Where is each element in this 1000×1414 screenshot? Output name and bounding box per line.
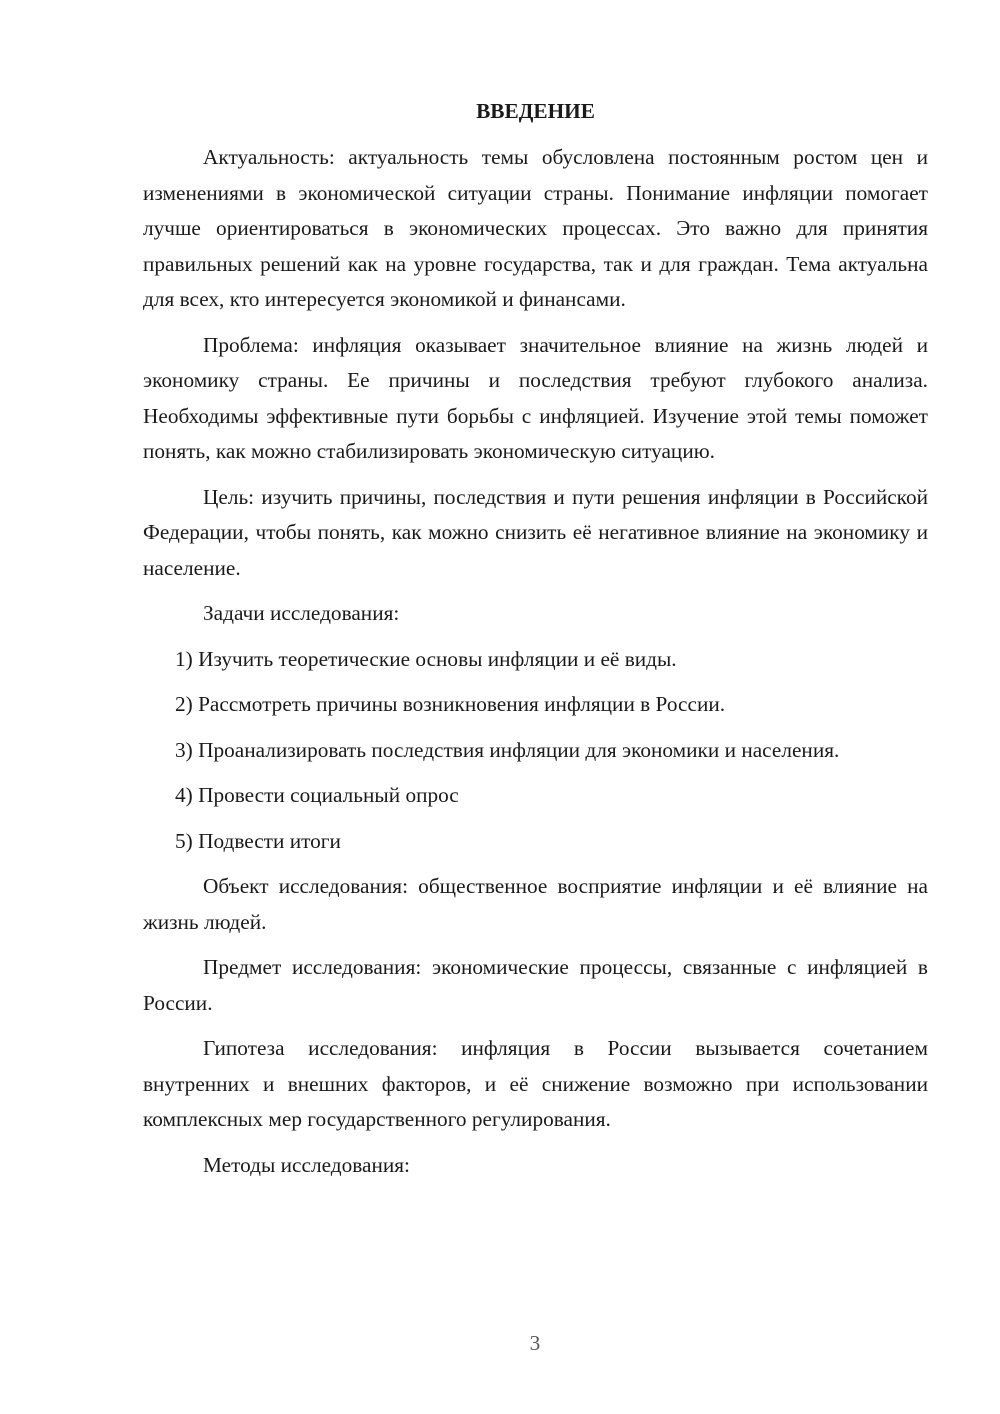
page-number: 3 (529, 1331, 541, 1355)
task-item: 5) Подвести итоги (175, 828, 341, 853)
goal-paragraph: Цель: изучить причины, последствия и пути решения инфляции в Российской Федерации, чтобы понять, как можно снизить её негативное влияние на экономику и население. (143, 484, 928, 580)
tasks-title: Задачи исследования: (203, 601, 400, 625)
object-paragraph: Объект исследования: общественное восприятие инфляции и её влияние на жизнь людей. (143, 874, 928, 934)
task-item: 4) Провести социальный опрос (175, 783, 459, 807)
relevance-paragraph: Актуальность: актуальность темы обусловлена постоянным ростом цен и изменениями в экономической ситуации страны. Понимание инфляции помогает лучше ориентироваться в экономических процессах. Это важно для принятия правильных решений как на уровне государства, так и для граждан. Тема актуальна для всех, кто интересуется экономикой и финансами. (143, 145, 928, 311)
tasks-list (143, 642, 928, 860)
task-item: 2) Рассмотреть причины возникновения инфляции в России. (175, 692, 726, 716)
section-heading: ВВЕДЕНИЕ (476, 99, 595, 123)
subject-paragraph: Предмет исследования: экономические процессы, связанные с инфляцией в России. (143, 955, 928, 1015)
task-item: 1) Изучить теоретические основы инфляции и её виды. (175, 646, 677, 671)
page-content (143, 93, 928, 1193)
task-item: 3) Проанализировать последствия инфляции для экономики и населения. (175, 737, 840, 762)
hypothesis-paragraph: Гипотеза исследования: инфляция в России вызывается сочетанием внутренних и внешних факторов, и её снижение возможно при использовании комплексных мер государственного регулирования. (143, 1036, 928, 1131)
problem-paragraph: Проблема: инфляция оказывает значительное влияние на жизнь людей и экономику страны. Ее причины и последствия требуют глубокого анализа. Необходимы эффективные пути борьбы с инфляцией. Изучение этой темы поможет понять, как можно стабилизировать экономическую ситуацию. (143, 332, 928, 463)
methods-paragraph: Методы исследования: (203, 1152, 410, 1177)
